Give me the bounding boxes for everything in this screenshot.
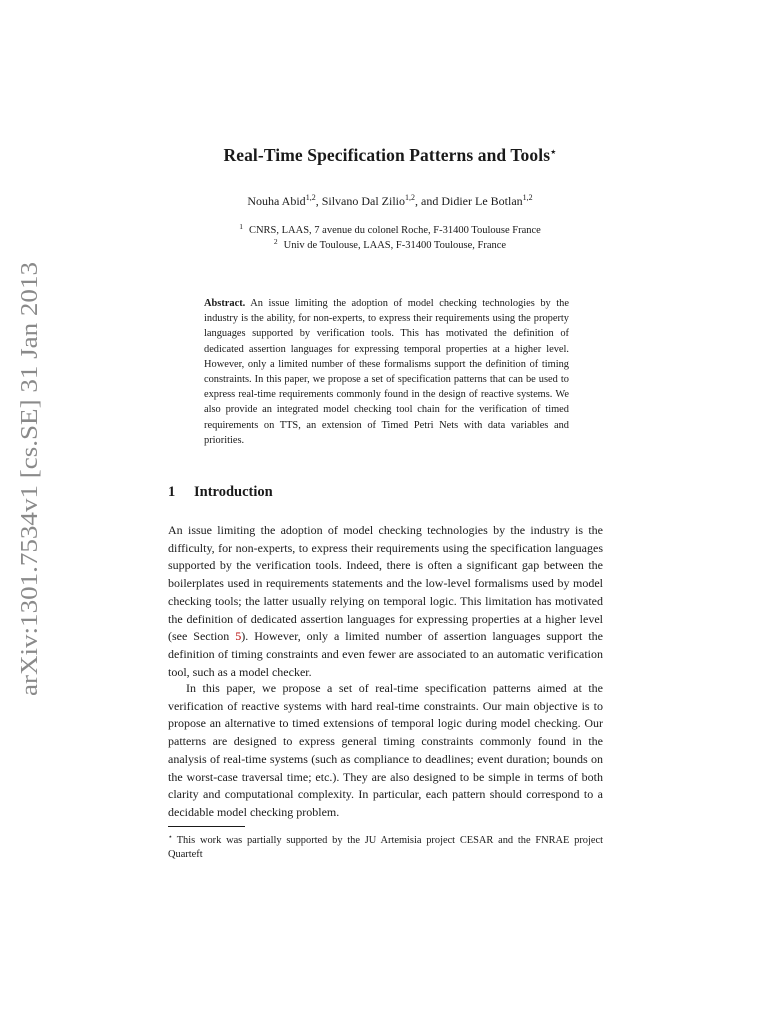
author-separator: , bbox=[315, 194, 322, 208]
paragraph-text: In this paper, we propose a set of real-time specification patterns aimed at the verification of reactive systems with hard real-time constraints. Our main objective is to propose an alternative to timed extensions of temporal logic during model checking. Our patterns are designed to express general timing constraints commonly found in the analysis of real-time systems (such as compliance to deadlines; event duration; bounds on the worst-case traversal time; etc.). They are also designed to be simple in terms of both clarity and computational complexity. In particular, each pattern should correspond to a decidable model checking problem. bbox=[168, 681, 603, 819]
footnote-mark: ⋆ bbox=[168, 832, 173, 841]
paragraph-text: An issue limiting the adoption of model checking technologies by the industry is the difficulty, for non-experts, to express their requirements using the specification languages supported by the verification tools. Indeed, there is often a significant gap between the boilerplates used in requirements statements and the low-level formalisms used by model checking tools; the latter usually relying on temporal logic. This limitation has motivated the definition of dedicated assertion languages for expressing properties at a higher level (see Section bbox=[168, 523, 603, 644]
affiliation-number: 2 bbox=[273, 237, 278, 246]
title-footnote-mark: ⋆ bbox=[550, 147, 557, 158]
author-name: Silvano Dal Zilio bbox=[321, 194, 406, 208]
arxiv-side-stamp bbox=[6, 258, 46, 698]
abstract-label: Abstract. bbox=[204, 298, 246, 309]
author-affiliation-sup: 1,2 bbox=[305, 193, 316, 202]
paper-title-text: Real-Time Specification Patterns and Tools bbox=[223, 145, 551, 165]
section-title: Introduction bbox=[194, 484, 273, 500]
paragraph bbox=[168, 522, 603, 681]
paragraph-text: ). However, only a limited number of assertion languages support the definition of timing constraints and even fewer are associated to an automatic verification tool, such as a model checker. bbox=[168, 629, 604, 679]
arxiv-identifier: arXiv:1301.7534v1 [cs.SE] 31 Jan 2013 bbox=[16, 302, 43, 696]
affiliation-text: Univ de Toulouse, LAAS, F-31400 Toulouse, France bbox=[283, 240, 507, 251]
affiliation-number: 1 bbox=[239, 222, 243, 231]
author-name: Nouha Abid bbox=[247, 194, 306, 208]
affiliation-line bbox=[0, 222, 768, 236]
paragraph bbox=[168, 680, 603, 822]
abstract bbox=[204, 296, 569, 448]
section-heading bbox=[168, 484, 273, 501]
footnote-divider bbox=[168, 826, 245, 827]
footnote-text: This work was partially supported by the JU Artemisia project CESAR and the FNRAE project Quarteft bbox=[168, 835, 603, 860]
affiliation-line bbox=[0, 237, 768, 251]
section-number: 1 bbox=[168, 484, 176, 500]
author-separator: , and bbox=[415, 194, 442, 208]
affiliation-text: CNRS, LAAS, 7 avenue du colonel Roche, F-31400 Toulouse France bbox=[248, 225, 541, 236]
abstract-text: An issue limiting the adoption of model checking technologies by the industry is the ability, for non-experts, to express their requirements using the property languages supported by verification tools. This has motivated the definition of dedicated assertion languages for expressing temporal properties at a higher level. However, only a limited number of these formalisms support the definition of timing constraints. In this paper, we propose a set of specification patterns that can be used to express real-time requirements commonly found in the design of reactive systems. We also provide an integrated model checking tool chain for the verification of timed requirements on TTS, an extension of Timed Petri Nets with data variables and priorities. bbox=[204, 298, 569, 446]
author-name: Didier Le Botlan bbox=[441, 194, 523, 208]
paper-title bbox=[0, 145, 768, 166]
author-affiliation-sup: 1,2 bbox=[405, 193, 416, 202]
author-affiliation-sup: 1,2 bbox=[522, 193, 533, 202]
author-list bbox=[0, 193, 768, 209]
footnote bbox=[168, 830, 603, 862]
section-reference-link[interactable]: 5 bbox=[235, 629, 242, 644]
